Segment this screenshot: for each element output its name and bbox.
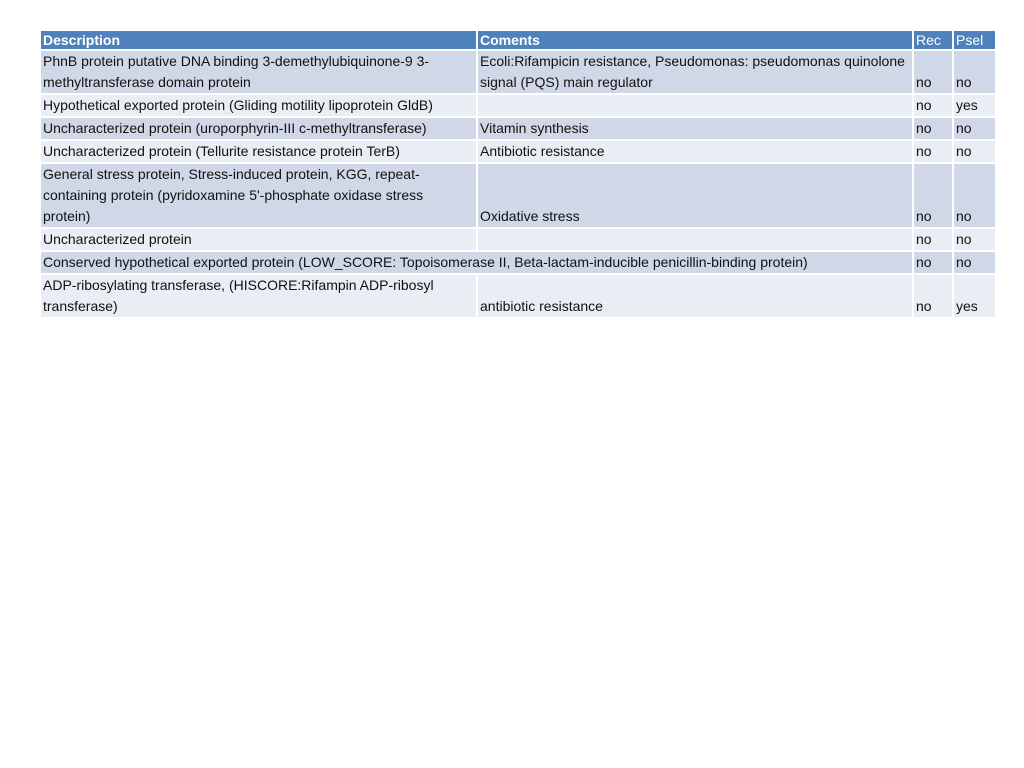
cell-psel: no [953, 251, 995, 274]
cell-comments: Antibiotic resistance [477, 140, 913, 163]
cell-comments: Ecoli:Rifampicin resistance, Pseudomonas: pseudomonas quinolone signal (PQS) main regulator [477, 50, 913, 94]
cell-psel: no [953, 140, 995, 163]
table-row [41, 50, 995, 94]
cell-description: Uncharacterized protein (uroporphyrin-III c-methyltransferase) [41, 117, 477, 140]
cell-rec: no [913, 251, 953, 274]
cell-rec: no [913, 274, 953, 318]
header-comments: Coments [477, 31, 913, 50]
table-row [41, 163, 995, 228]
cell-psel: yes [953, 274, 995, 318]
cell-comments: antibiotic resistance [477, 274, 913, 318]
cell-psel: no [953, 163, 995, 228]
cell-psel: no [953, 228, 995, 251]
cell-description: Conserved hypothetical exported protein (LOW_SCORE: Topoisomerase II, Beta-lactam-inducible penicillin-binding protein) [41, 251, 913, 274]
cell-rec: no [913, 163, 953, 228]
protein-table [41, 31, 995, 319]
cell-description: PhnB protein putative DNA binding 3-demethylubiquinone-9 3-methyltransferase domain protein [41, 50, 477, 94]
table-row [41, 140, 995, 163]
table-row [41, 228, 995, 251]
table-row [41, 94, 995, 117]
table-row [41, 251, 995, 274]
table-row [41, 274, 995, 318]
cell-description: Uncharacterized protein [41, 228, 477, 251]
cell-rec: no [913, 228, 953, 251]
table-header-row [41, 31, 995, 50]
cell-comments [477, 228, 913, 251]
cell-psel: no [953, 117, 995, 140]
header-psel: Psel [953, 31, 995, 50]
cell-description: ADP-ribosylating transferase, (HISCORE:Rifampin ADP-ribosyl transferase) [41, 274, 477, 318]
cell-comments [477, 94, 913, 117]
cell-comments: Oxidative stress [477, 163, 913, 228]
cell-description: Uncharacterized protein (Tellurite resistance protein TerB) [41, 140, 477, 163]
table-row [41, 117, 995, 140]
cell-description: General stress protein, Stress-induced protein, KGG, repeat-containing protein (pyridoxamine 5'-phosphate oxidase stress protein) [41, 163, 477, 228]
cell-comments: Vitamin synthesis [477, 117, 913, 140]
cell-rec: no [913, 50, 953, 94]
cell-rec: no [913, 140, 953, 163]
cell-rec: no [913, 94, 953, 117]
cell-psel: no [953, 50, 995, 94]
header-description: Description [41, 31, 477, 50]
cell-description: Hypothetical exported protein (Gliding motility lipoprotein GldB) [41, 94, 477, 117]
header-rec: Rec [913, 31, 953, 50]
cell-psel: yes [953, 94, 995, 117]
cell-rec: no [913, 117, 953, 140]
